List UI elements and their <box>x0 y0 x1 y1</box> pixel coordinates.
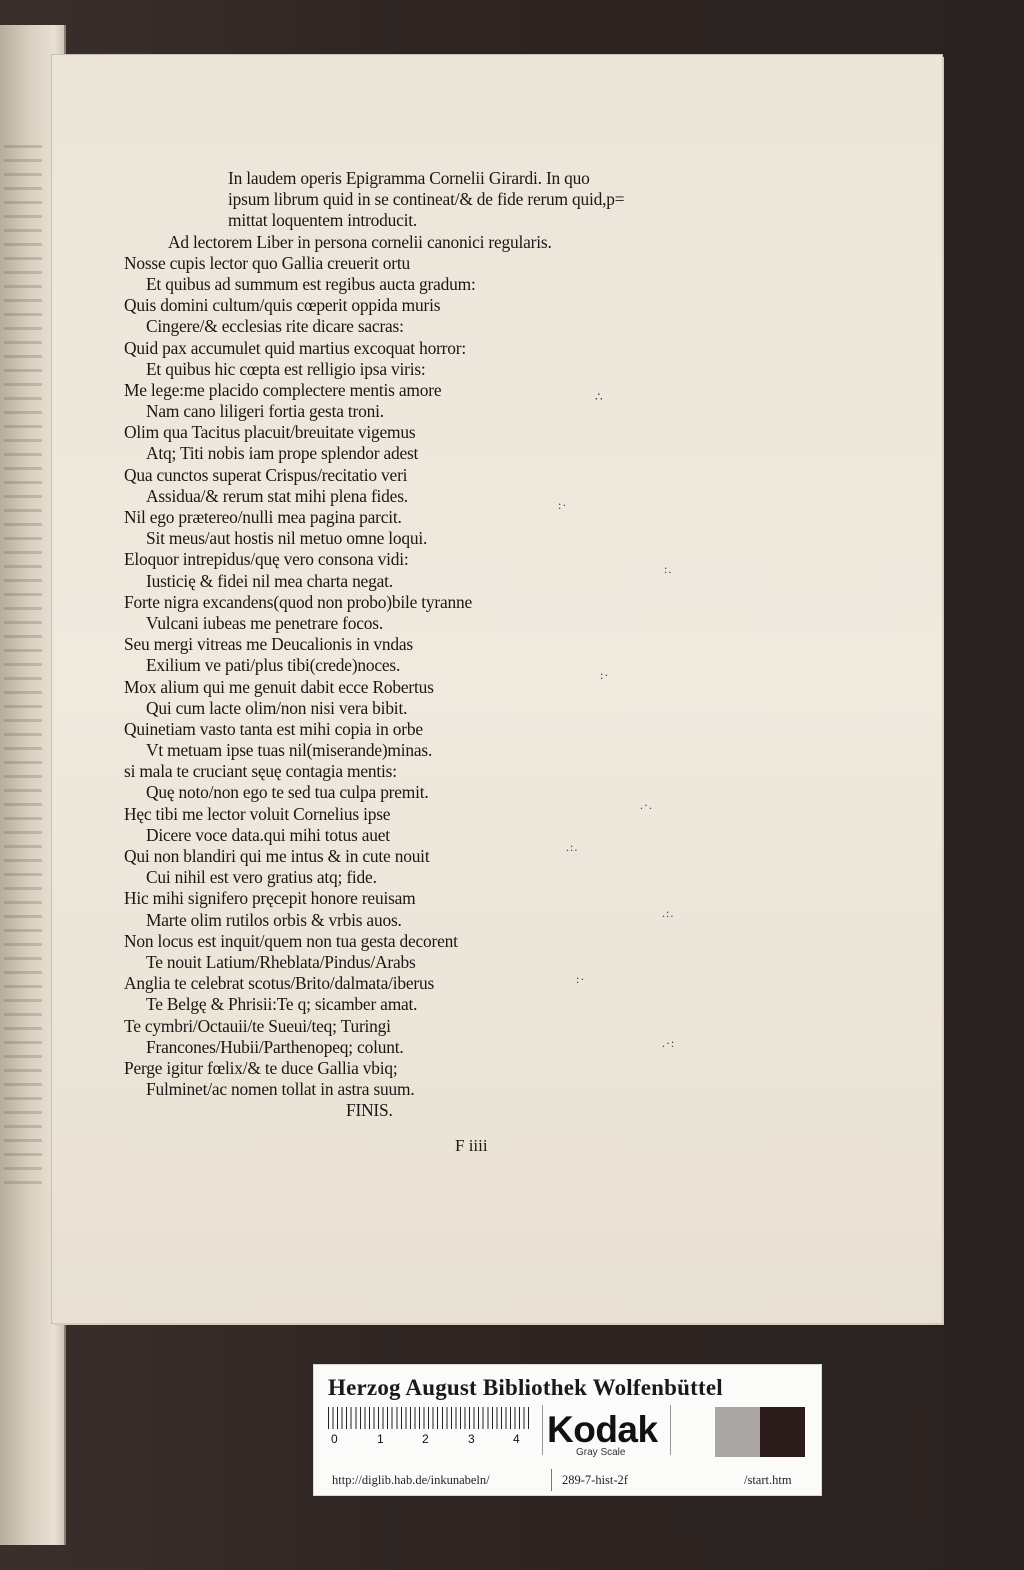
verse-line: Quis domini cultum/quis cœperit oppida muris <box>124 295 441 316</box>
finis-label: FINIS. <box>346 1100 393 1121</box>
paper-speck: :· <box>600 668 610 682</box>
verse-line: Me lege:me placido complectere mentis amore <box>124 379 442 400</box>
verse-line: Quid pax accumulet quid martius excoquat horror: <box>124 337 466 358</box>
verse-line: Exilium ve pati/plus tibi(crede)noces. <box>146 655 401 676</box>
heading-line: mittat loquentem introducit. <box>228 210 418 231</box>
verse-line: Hęc tibi me lector voluit Cornelius ipse <box>124 803 391 824</box>
divider <box>542 1405 543 1455</box>
ruler-number: 3 <box>468 1432 475 1446</box>
divider <box>551 1469 552 1491</box>
paper-speck: .:. <box>566 840 579 854</box>
verse-line: Marte olim rutilos orbis & vrbis auos. <box>146 909 402 930</box>
start-label: /start.htm <box>744 1473 792 1487</box>
verse-line: Cingere/& ecclesias rite dicare sacras: <box>146 316 404 337</box>
shelfmark-label: 289-7-hist-2f <box>562 1473 628 1487</box>
paper-speck: ∴ <box>595 390 604 404</box>
ruler-numbers <box>326 1432 536 1448</box>
verse-line: Quinetiam vasto tanta est mihi copia in orbe <box>124 718 423 739</box>
calibration-card <box>313 1364 822 1496</box>
paper-speck: :· <box>576 972 586 986</box>
verse-line: Non locus est inquit/quem non tua gesta decorent <box>124 930 458 951</box>
verse-line: Francones/Hubii/Parthenopeq; colunt. <box>146 1036 404 1057</box>
verse-line: Eloquor intrepidus/quę vero consona vidi: <box>124 549 409 570</box>
verse-line: Atq; Titi nobis iam prope splendor adest <box>146 443 419 464</box>
verse-line: Hic mihi signifero pręcepit honore reuisam <box>124 888 416 909</box>
verse-line: Dicere voce data.qui mihi totus auet <box>146 824 390 845</box>
kodak-logo: Kodak <box>547 1409 658 1450</box>
divider <box>670 1405 671 1455</box>
ruler-scale <box>328 1407 533 1429</box>
gray-swatch <box>715 1407 760 1457</box>
url-label: http://diglib.hab.de/inkunabeln/ <box>332 1473 490 1487</box>
heading-line: ipsum librum quid in se contineat/& de fide rerum quid,p= <box>228 189 625 210</box>
signature-mark: F iiii <box>455 1136 488 1155</box>
verse-line: Te nouit Latium/Rheblata/Pindus/Arabs <box>146 951 416 972</box>
verse-line: Forte nigra excandens(quod non probo)bile tyranne <box>124 591 473 612</box>
ruler-number: 1 <box>377 1432 384 1446</box>
epigram-text <box>124 168 684 1121</box>
verse-line: Olim qua Tacitus placuit/breuitate vigemus <box>124 422 416 443</box>
heading-line: In laudem operis Epigramma Cornelii Girardi. In quo <box>228 168 590 188</box>
ruler-number: 4 <box>513 1432 520 1446</box>
verse-line: Qui cum lacte olim/non nisi vera bibit. <box>146 697 408 718</box>
verse-line: Te Belgę & Phrisii:Te q; sicamber amat. <box>146 994 418 1015</box>
library-title: Herzog August Bibliothek Wolfenbüttel <box>328 1375 723 1400</box>
paper-speck: .·: <box>662 1036 676 1050</box>
verse-line: Te cymbri/Octauii/te Sueui/teq; Turingi <box>124 1015 391 1036</box>
verse-line: Quę noto/non ego te sed tua culpa premit. <box>146 782 429 803</box>
verse-line: Nam cano liligeri fortia gesta troni. <box>146 401 384 422</box>
paper-speck: .·. <box>640 798 653 812</box>
verse-line: Vt metuam ipse tuas nil(miserande)minas. <box>146 740 433 761</box>
verse-line: Cui nihil est vero gratius atq; fide. <box>146 867 377 888</box>
heading-line: Ad lectorem Liber in persona cornelii canonici regularis. <box>168 231 552 252</box>
paper-speck: :· <box>558 498 568 512</box>
verse-line: si mala te cruciant sęuę contagia mentis: <box>124 761 397 782</box>
verse-line: Et quibus hic cœpta est relligio ipsa viris: <box>146 358 426 379</box>
verse-line: Sit meus/aut hostis nil metuo omne loqui. <box>146 528 428 549</box>
verse-line: Qua cunctos superat Crispus/recitatio veri <box>124 464 408 485</box>
paper-speck: .:. <box>662 906 675 920</box>
paper-speck: :. <box>664 562 673 576</box>
verse-line: Et quibus ad summum est regibus aucta gradum: <box>146 273 476 294</box>
verse-line: Iusticię & fidei nil mea charta negat. <box>146 570 393 591</box>
verse-line: Vulcani iubeas me penetrare focos. <box>146 612 383 633</box>
verse-line: Nil ego prætereo/nulli mea pagina parcit. <box>124 507 402 527</box>
ruler-number: 2 <box>422 1432 429 1446</box>
dark-swatch <box>760 1407 805 1457</box>
verse-line: Assidua/& rerum stat mihi plena fides. <box>146 485 408 506</box>
verse-line: Perge igitur fœlix/& te duce Gallia vbiq; <box>124 1057 398 1078</box>
verse-line: Nosse cupis lector quo Gallia creuerit ortu <box>124 252 410 273</box>
verse-line: Seu mergi vitreas me Deucalionis in vndas <box>124 634 413 655</box>
ruler-number: 0 <box>331 1432 338 1446</box>
verse-line: Mox alium qui me genuit dabit ecce Robertus <box>124 676 434 697</box>
verse-line: Qui non blandiri qui me intus & in cute nouit <box>124 846 430 866</box>
verse-line: Fulminet/ac nomen tollat in astra suum. <box>146 1079 415 1100</box>
gray-scale-label: Gray Scale <box>576 1447 626 1458</box>
verse-line: Anglia te celebrat scotus/Brito/dalmata/iberus <box>124 973 435 994</box>
